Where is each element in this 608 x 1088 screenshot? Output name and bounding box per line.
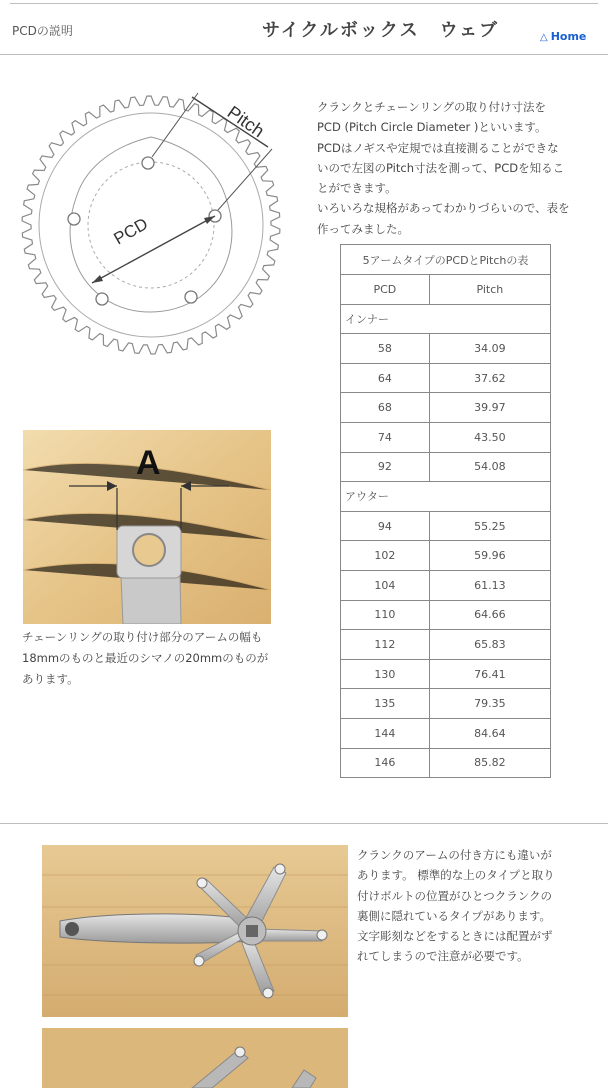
- pcd-pitch-table: [340, 244, 551, 778]
- table-row: [341, 511, 551, 541]
- pitch-circle: [88, 162, 214, 288]
- pcd-cell: 74: [341, 422, 430, 452]
- pitch-cell: 54.08: [429, 452, 550, 482]
- section-rule: [0, 823, 608, 824]
- pcd-cell: 110: [341, 600, 430, 630]
- home-link-label: Home: [550, 30, 587, 43]
- table-row: [341, 659, 551, 689]
- pitch-cell: 59.96: [429, 541, 550, 571]
- arm-width-photo: [23, 430, 271, 624]
- table-row: [341, 689, 551, 719]
- caption-line: あります。: [22, 672, 79, 686]
- chainring-teeth: [22, 96, 280, 354]
- table-group-row: [341, 304, 551, 334]
- pitch-cell: 79.35: [429, 689, 550, 719]
- table-caption-row: [341, 245, 551, 275]
- pcd-cell: 144: [341, 718, 430, 748]
- crank-description: [357, 845, 562, 967]
- pcd-description: [317, 97, 585, 239]
- pitch-cell: 34.09: [429, 334, 550, 364]
- pitch-cell: 85.82: [429, 748, 550, 778]
- description-line: 作ってみました。: [317, 221, 409, 236]
- caption-line: チェーンリングの取り付け部分のアームの幅も: [22, 630, 263, 644]
- table-header-cell: PCD: [341, 275, 430, 305]
- pitch-label: Pitch: [223, 101, 268, 142]
- description2-line: れてしまうので注意が必要です。: [357, 949, 529, 964]
- table-group-label: インナー: [341, 304, 551, 334]
- table-row: [341, 718, 551, 748]
- triangle-up-icon: △: [540, 32, 548, 43]
- pcd-label: PCD: [110, 214, 152, 249]
- table-group-label: アウター: [341, 482, 551, 512]
- chainring-diagram: [20, 85, 300, 365]
- description2-line: 文字彫刻などをするときには配置がず: [357, 929, 553, 944]
- pcd-cell: 64: [341, 363, 430, 393]
- table-row: [341, 363, 551, 393]
- pitch-cell: 37.62: [429, 363, 550, 393]
- pcd-line: [92, 216, 215, 283]
- pcd-cell: 94: [341, 511, 430, 541]
- pcd-cell: 68: [341, 393, 430, 423]
- pcd-cell: 112: [341, 630, 430, 660]
- caption-line: 18mmのものと最近のシマノの20mmのものが: [22, 651, 269, 665]
- description-line: いので左図のPitch寸法を測って、PCDを知るこ: [317, 160, 565, 175]
- pitch-cell: 55.25: [429, 511, 550, 541]
- header-rule: [0, 54, 608, 55]
- table-row: [341, 334, 551, 364]
- pcd-cell: 130: [341, 659, 430, 689]
- page-subtitle: PCDの説明: [12, 24, 73, 38]
- description-line: PCD (Pitch Circle Diameter )といいます。: [317, 120, 547, 135]
- pitch-cell: 61.13: [429, 570, 550, 600]
- table-group-row: [341, 482, 551, 512]
- home-link[interactable]: [540, 30, 586, 43]
- pcd-cell: 92: [341, 452, 430, 482]
- pcd-cell: 135: [341, 689, 430, 719]
- description-line: とができます。: [317, 181, 397, 196]
- table-row: [341, 452, 551, 482]
- table-row: [341, 600, 551, 630]
- description2-line: 裏側に隠れているタイプがあります。: [357, 908, 552, 923]
- description2-line: 付けボルトの位置がひとつクランクの: [357, 888, 553, 903]
- description2-line: あります。 標準的な上のタイプと取り: [357, 868, 555, 883]
- table-header-row: [341, 275, 551, 305]
- pitch-cell: 84.64: [429, 718, 550, 748]
- pcd-cell: 104: [341, 570, 430, 600]
- pitch-cell: 76.41: [429, 659, 550, 689]
- description2-line: クランクのアームの付き方にも違いが: [357, 848, 552, 862]
- table-caption: 5アームタイプのPCDとPitchの表: [341, 245, 551, 275]
- arm-width-label: A: [136, 444, 161, 482]
- description-line: PCDはノギスや定規では直接測ることができな: [317, 140, 559, 155]
- table-row: [341, 748, 551, 778]
- pitch-cell: 43.50: [429, 422, 550, 452]
- pcd-cell: 102: [341, 541, 430, 571]
- pcd-cell: 58: [341, 334, 430, 364]
- description-line: いろいろな規格があってわかりづらいので、表を: [317, 201, 570, 216]
- description-line: クランクとチェーンリングの取り付け寸法を: [317, 100, 546, 114]
- site-title: サイクルボックス ウェブ: [262, 20, 499, 41]
- table-row: [341, 570, 551, 600]
- pitch-cell: 65.83: [429, 630, 550, 660]
- pitch-cell: 39.97: [429, 393, 550, 423]
- table-header-cell: Pitch: [429, 275, 550, 305]
- table-row: [341, 630, 551, 660]
- page-header: [0, 0, 608, 56]
- table-row: [341, 541, 551, 571]
- crank-photo-second: [42, 1028, 348, 1088]
- table-row: [341, 422, 551, 452]
- pcd-cell: 146: [341, 748, 430, 778]
- crank-photo: [42, 845, 348, 1017]
- pitch-cell: 64.66: [429, 600, 550, 630]
- arm-width-caption: [22, 627, 277, 690]
- table-row: [341, 393, 551, 423]
